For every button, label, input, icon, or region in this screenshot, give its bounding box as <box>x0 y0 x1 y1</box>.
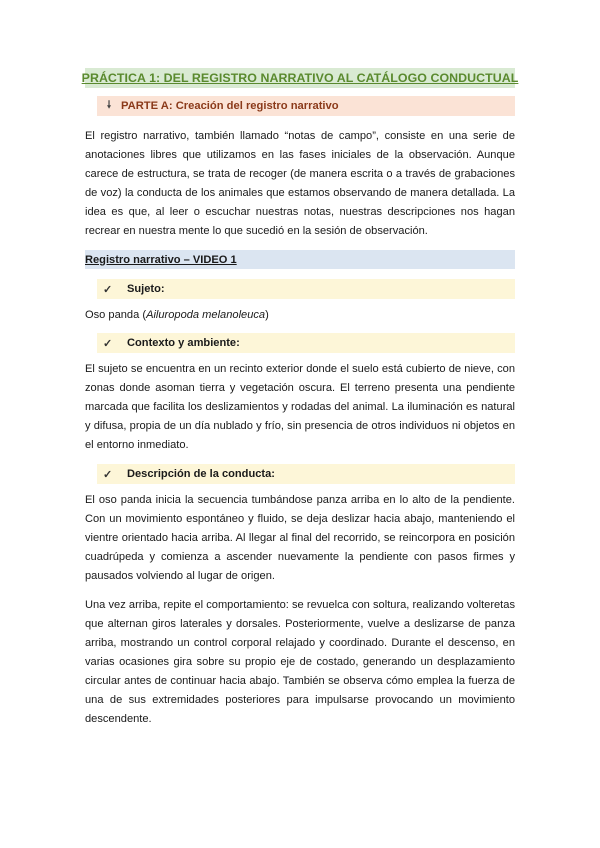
checkmark-icon: ✓ <box>103 337 113 350</box>
checkmark-icon: ✓ <box>103 468 113 481</box>
behavior-paragraph-1: El oso panda inicia la secuencia tumbándose panza arriba en lo alto de la pendiente. Con un movimiento espontáneo y fluido, se deja deslizar hacia abajo, manteniendo el vientre orientado hacia arriba. Al llegar al final del recorrido, se reincorpora en posición cuadrúpeda y comienza a ascender nuevamente la pendiente con pasos firmes y pausados volviendo al lugar de origen. <box>85 494 515 582</box>
subject-heading <box>97 279 515 299</box>
down-arrow-bullet-icon: 🠗 <box>106 99 112 111</box>
document-title-text: PRÁCTICA 1: DEL REGISTRO NARRATIVO AL CATÁLOGO CONDUCTUAL <box>81 71 519 85</box>
context-heading-label: Contexto y ambiente: <box>127 337 240 349</box>
subject-species <box>85 306 515 325</box>
subject-suffix: ) <box>265 309 269 321</box>
part-a-heading <box>97 96 515 116</box>
video-section-heading <box>85 250 515 269</box>
checkmark-icon: ✓ <box>103 283 113 296</box>
subject-heading-label: Sujeto: <box>127 283 165 295</box>
behavior-heading-label: Descripción de la conducta: <box>127 468 275 480</box>
intro-paragraph: El registro narrativo, también llamado “notas de campo”, consiste en una serie de anotaciones libres que utilizamos en las fases iniciales de la observación. Aunque carece de estructura, se trata de recoger (de manera escrita o a través de grabaciones de voz) la conducta de los animales que estamos observando de manera detallada. La idea es que, al leer o escuchar nuestras notas, nuestras descripciones nos hagan recrear en nuestra mente lo que sucedió en la sesión de observación. <box>85 130 515 237</box>
context-paragraph: El sujeto se encuentra en un recinto exterior donde el suelo está cubierto de nieve, con zonas donde asoman tierra y vegetación oscura. El terreno presenta una pendiente marcada que facilita los deslizamientos y rodadas del animal. La iluminación es natural y difusa, propia de un día nublado y frío, sin presencia de otros individuos ni objetos en el entorno inmediato. <box>85 363 515 451</box>
document-title <box>81 68 519 88</box>
subject-species-name: Ailuropoda melanoleuca <box>146 309 266 321</box>
context-heading <box>97 333 515 353</box>
part-a-label: PARTE A: Creación del registro narrativo <box>121 100 339 112</box>
behavior-paragraph-2: Una vez arriba, repite el comportamiento: se revuelca con soltura, realizando volteretas que alternan giros laterales y dorsales. Posteriormente, vuelve a deslizarse de panza arriba, mostrando un control corporal relajado y coordinado. Durante el descenso, en varias ocasiones gira sobre su propio eje de costado, generando un desplazamiento circular antes de continuar hacia abajo. También se observa cómo emplea la fuerza de una de sus extremidades posteriores para impulsarse provocando un movimiento descendente. <box>85 599 515 725</box>
behavior-heading <box>97 464 515 484</box>
page-content <box>81 68 519 729</box>
video-section-label: Registro narrativo – VIDEO 1 <box>85 253 237 266</box>
subject-prefix: Oso panda ( <box>85 309 147 321</box>
